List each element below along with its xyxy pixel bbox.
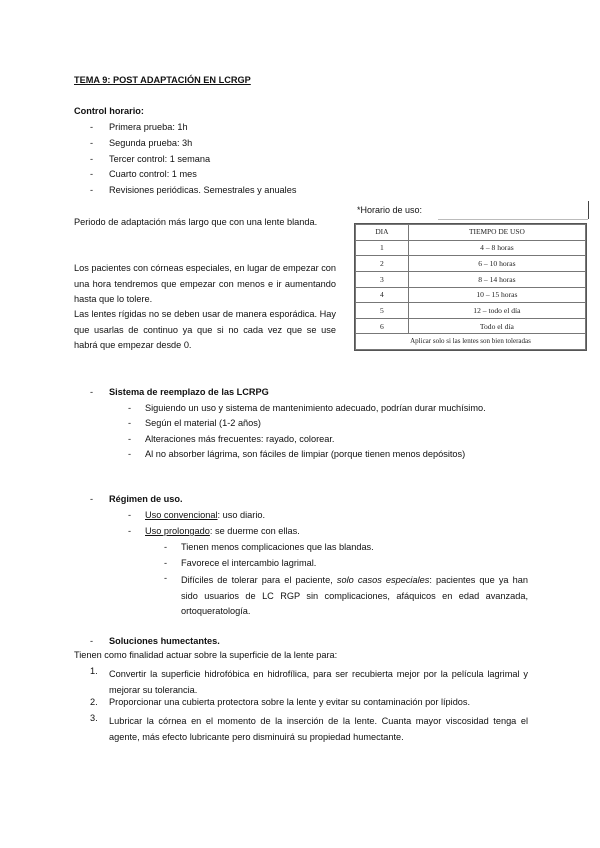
- table-cell: 4 – 8 horas: [408, 240, 585, 256]
- list-item: Favorece el intercambio lagrimal.: [181, 558, 317, 568]
- table-header: TIEMPO DE USO: [408, 225, 585, 241]
- table-header: DIA: [356, 225, 409, 241]
- table-footer: Aplicar solo si las lentes son bien toleradas: [356, 334, 586, 350]
- list-item: Segunda prueba: 3h: [109, 138, 193, 148]
- list-dash: -: [90, 185, 94, 195]
- sub3-text: : pacientes que ya han sido usuarios de LC RGP sin complicaciones, afáquicos en edad avanzada, ortoqueratología.: [181, 575, 528, 617]
- list-dash: -: [128, 510, 132, 520]
- paragraph-special-corneas: Los pacientes con córneas especiales, en lugar de empezar con una hora tendremos que empezar con menos e ir aumentando hasta que lo tolere.: [74, 263, 337, 304]
- replacement-heading: Sistema de reemplazo de las LCRPG: [109, 387, 269, 397]
- paragraph-rigid-lenses: Las lentes rígidas no se deben usar de manera esporádica. Hay que usarlas de continuo ya que si no cada vez que se use habrá que empezar desde 0.: [74, 309, 336, 350]
- list-dash: -: [164, 558, 168, 568]
- list-item: Revisiones periódicas. Semestrales y anuales: [109, 185, 297, 195]
- list-dash: -: [128, 434, 132, 444]
- list-item: Convertir la superficie hidrofóbica en hidrofílica, para ser recubierta mejor por la película lagrimal y mejorar su tolerancia.: [109, 669, 528, 695]
- table-row: [356, 303, 586, 319]
- list-item: Cuarto control: 1 mes: [109, 169, 197, 179]
- regime-heading: Régimen de uso.: [109, 494, 183, 504]
- control-heading: Control horario:: [74, 106, 144, 116]
- list-dash: -: [128, 418, 132, 428]
- scan-edge-line: [438, 219, 588, 220]
- table-cell: 2: [356, 256, 409, 272]
- list-dash: -: [90, 387, 94, 397]
- sub3-text: Difíciles de tolerar para el paciente,: [181, 575, 337, 585]
- paragraph-adaptation: Periodo de adaptación más largo que con una lente blanda.: [74, 217, 318, 227]
- list-dash: -: [90, 636, 94, 646]
- table-cell: 6: [356, 318, 409, 334]
- table-cell: 8 – 14 horas: [408, 271, 585, 287]
- list-item: Proporcionar una cubierta protectora sobre la lente y evitar su contaminación por lípidos.: [109, 697, 471, 707]
- regime-prolonged: [145, 526, 300, 537]
- list-item: [181, 573, 528, 620]
- list-dash: -: [164, 542, 168, 552]
- list-item: Siguiendo un uso y sistema de mantenimiento adecuado, podrían durar muchísimo.: [145, 403, 486, 413]
- table-cell: 1: [356, 240, 409, 256]
- list-item: Tienen menos complicaciones que las blandas.: [181, 542, 374, 552]
- list-dash: -: [90, 169, 94, 179]
- table-cell: 10 – 15 horas: [408, 287, 585, 303]
- list-dash: -: [90, 138, 94, 148]
- table-cell: 5: [356, 303, 409, 319]
- conventional-label: Uso convencional: [145, 510, 218, 520]
- prolonged-text: : se duerme con ellas.: [209, 526, 300, 536]
- table-cell: 6 – 10 horas: [408, 256, 585, 272]
- list-dash: -: [128, 403, 132, 413]
- table-row: [356, 240, 586, 256]
- list-dash: -: [90, 122, 94, 132]
- list-item: Alteraciones más frecuentes: rayado, colorear.: [145, 434, 335, 444]
- table-cell: 12 – todo el día: [408, 303, 585, 319]
- sub3-emphasis: solo casos especiales: [336, 575, 430, 585]
- list-item: Lubricar la córnea en el momento de la inserción de la lente. Cuanta mayor viscosidad tenga el agente, más efecto lubricante pero disminuirá su propiedad humectante.: [109, 716, 528, 742]
- conventional-text: : uso diario.: [217, 510, 266, 520]
- list-number: 1.: [90, 666, 98, 676]
- list-dash: -: [164, 573, 168, 583]
- list-item: Al no absorber lágrima, son fáciles de limpiar (porque tienen menos depósitos): [145, 449, 466, 459]
- list-dash: -: [128, 526, 132, 536]
- page-title: TEMA 9: POST ADAPTACIÓN EN LCRGP: [74, 75, 251, 85]
- schedule-caption: *Horario de uso:: [357, 205, 423, 215]
- list-dash: -: [128, 449, 132, 459]
- table-cell: Todo el día: [408, 318, 585, 334]
- list-dash: -: [90, 494, 94, 504]
- scan-edge-line: [588, 201, 589, 219]
- regime-conventional: [145, 510, 265, 521]
- table-row: [356, 271, 586, 287]
- list-number: 3.: [90, 713, 98, 723]
- table-row: [356, 318, 586, 334]
- list-item: Tercer control: 1 semana: [109, 154, 211, 164]
- schedule-table: [354, 223, 587, 351]
- table-row: [356, 287, 586, 303]
- table-cell: 4: [356, 287, 409, 303]
- solutions-intro: Tienen como finalidad actuar sobre la superficie de la lente para:: [74, 650, 338, 660]
- list-item: Según el material (1-2 años): [145, 418, 261, 428]
- solutions-heading: Soluciones humectantes.: [109, 636, 220, 646]
- table-cell: 3: [356, 271, 409, 287]
- list-item: Primera prueba: 1h: [109, 122, 188, 132]
- table-row: [356, 256, 586, 272]
- list-dash: -: [90, 154, 94, 164]
- prolonged-label: Uso prolongado: [145, 526, 210, 536]
- list-number: 2.: [90, 697, 98, 707]
